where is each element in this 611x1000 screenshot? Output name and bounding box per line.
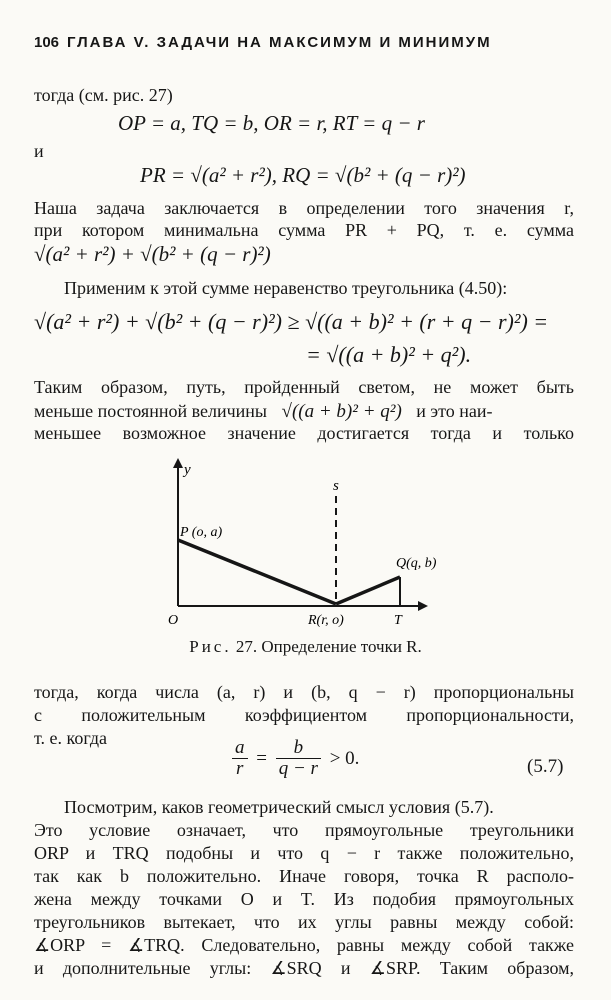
x-axis-arrow	[418, 601, 428, 611]
denominator: q − r	[278, 758, 318, 779]
equation-5-7	[232, 738, 363, 779]
numerator: a	[232, 738, 248, 759]
greater-than-zero: > 0.	[329, 747, 360, 769]
numerator: b	[276, 738, 321, 759]
equation-inequality: √(a² + r²) + √(b² + (q − r)²) ≥ √((a + b)² + (r + q − r)²) =	[34, 309, 549, 334]
equation-number: (5.7)	[527, 756, 564, 777]
text-fragment: меньше постоянной величины	[34, 401, 268, 421]
label-q: Q(q, b)	[396, 556, 437, 571]
text-fragment: и это наи-	[416, 401, 493, 421]
fraction-a-over-r	[232, 738, 248, 779]
figure-27	[160, 456, 450, 632]
text-line: ∡ORP = ∡TRQ. Следовательно, равны между собой также	[34, 935, 574, 955]
page-number: 106	[34, 34, 60, 51]
label-r: R(r, o)	[308, 613, 344, 628]
label-t: T	[394, 613, 402, 628]
denominator: r	[236, 758, 244, 779]
equation-inequality-result: = √((a + b)² + q²).	[306, 342, 472, 367]
equals-sign: =	[256, 747, 267, 769]
text-line: Посмотрим, каков геометрический смысл условия (5.7).	[64, 797, 494, 817]
page-header	[34, 34, 492, 51]
label-s: s	[333, 478, 339, 494]
figure-caption	[0, 637, 611, 657]
equation-definitions: OP = a, TQ = b, OR = r, RT = q − r	[118, 111, 425, 135]
text-line: треугольников вытекает, что их углы равны между собой:	[34, 912, 574, 932]
label-o: O	[168, 613, 179, 628]
segment-pr	[178, 540, 336, 604]
equation-sum: √(a² + r²) + √(b² + (q − r)²)	[34, 242, 271, 266]
text-line: и дополнительные углы: ∡SRQ и ∡SRP. Таким образом,	[34, 958, 574, 978]
caption-prefix: Рис.	[189, 637, 232, 656]
text-line: тогда, когда числа (a, r) и (b, q − r) пропорциональны	[34, 682, 574, 702]
text-line: тогда (см. рис. 27)	[34, 85, 173, 105]
text-line: Наша задача заключается в определении того значения r,	[34, 198, 574, 218]
text-line: и	[34, 141, 44, 161]
equation-distances: PR = √(a² + r²), RQ = √(b² + (q − r)²)	[140, 163, 466, 187]
label-y: y	[184, 462, 191, 478]
text-line: т. е. когда	[34, 728, 107, 748]
inline-equation: √((a + b)² + q²)	[281, 401, 402, 422]
label-p: P (o, a)	[180, 525, 223, 540]
text-line: жена между точками O и T. Из подобия прямоугольных	[34, 889, 574, 909]
text-line: меньшее возможное значение достигается тогда и только	[34, 423, 574, 443]
caption-text: 27. Определение точки R.	[235, 637, 422, 656]
text-line: с положительным коэффициентом пропорциональности,	[34, 705, 574, 725]
y-axis-arrow	[173, 458, 183, 468]
text-line: Это условие означает, что прямоугольные треугольники	[34, 820, 574, 840]
text-line: Применим к этой сумме неравенство треугольника (4.50):	[64, 278, 508, 298]
text-line: так как b положительно. Иначе говоря, точка R располо-	[34, 866, 574, 886]
text-line: ORP и TRQ подобны и что q − r также положительно,	[34, 843, 574, 863]
fraction-b-over-q-minus-r	[276, 738, 321, 779]
chapter-title: ГЛАВА V. ЗАДАЧИ НА МАКСИМУМ И МИНИМУМ	[67, 34, 492, 51]
text-line: при котором минимальна сумма PR + PQ, т. е. сумма	[34, 220, 574, 240]
segment-rq	[336, 577, 400, 604]
text-line: Таким образом, путь, пройденный светом, не может быть	[34, 377, 574, 397]
